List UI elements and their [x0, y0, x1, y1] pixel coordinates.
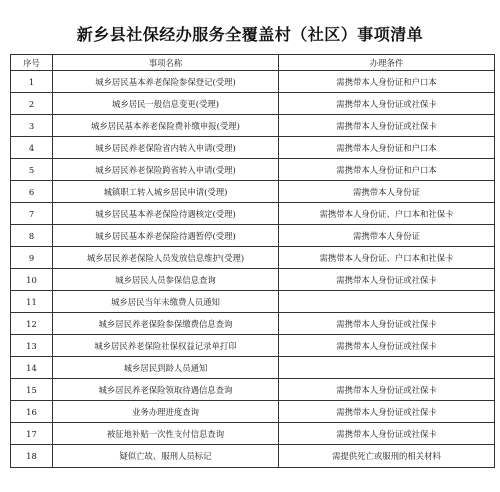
- cell-no: 14: [11, 357, 53, 379]
- cell-item-name: 城乡居民养老保险跨省转入申请(受理): [53, 159, 279, 181]
- table-row: [11, 401, 495, 423]
- cell-no: 8: [11, 225, 53, 247]
- cell-no: 18: [11, 445, 53, 468]
- table-row: [11, 159, 495, 181]
- cell-no: 5: [11, 159, 53, 181]
- cell-no: 4: [11, 137, 53, 159]
- cell-condition: 需携带本人身份证和户口本: [279, 71, 495, 93]
- cell-item-name: 城乡居民养老保险省内转入申请(受理): [53, 137, 279, 159]
- cell-item-name: 被征地补贴一次性支付信息查询: [53, 423, 279, 445]
- cell-condition: 需提供死亡或服刑的相关材料: [279, 445, 495, 468]
- cell-no: 3: [11, 115, 53, 137]
- cell-item-name: 城乡居民人员参保信息查询: [53, 269, 279, 291]
- cell-condition: [279, 291, 495, 313]
- cell-item-name: 城乡居民养老保险社保权益记录单打印: [53, 335, 279, 357]
- cell-condition: 需携带本人身份证或社保卡: [279, 379, 495, 401]
- cell-condition: 需携带本人身份证或社保卡: [279, 335, 495, 357]
- cell-condition: 需携带本人身份证、户口本和社保卡: [279, 247, 495, 269]
- cell-item-name: 城乡居民基本养老保险待遇暂停(受理): [53, 225, 279, 247]
- cell-no: 2: [11, 93, 53, 115]
- table-row: [11, 313, 495, 335]
- cell-item-name: 城乡居民基本养老保险参保登记(受理): [53, 71, 279, 93]
- header-condition: 办理条件: [279, 55, 495, 71]
- cell-item-name: 城乡居民基本养老保险待遇核定(受理): [53, 203, 279, 225]
- table-row: [11, 247, 495, 269]
- cell-item-name: 业务办理进度查询: [53, 401, 279, 423]
- header-item-name: 事项名称: [53, 55, 279, 71]
- cell-item-name: 城乡居民养老保险参保缴费信息查询: [53, 313, 279, 335]
- cell-no: 1: [11, 71, 53, 93]
- cell-condition: 需携带本人身份证、户口本和社保卡: [279, 203, 495, 225]
- table-row: [11, 379, 495, 401]
- header-no: 序号: [11, 55, 53, 71]
- table-row: [11, 335, 495, 357]
- cell-condition: 需携带本人身份证或社保卡: [279, 313, 495, 335]
- cell-no: 16: [11, 401, 53, 423]
- cell-no: 12: [11, 313, 53, 335]
- cell-item-name: 城乡居民当年未缴费人员通知: [53, 291, 279, 313]
- document-title: 新乡县社保经办服务全覆盖村（社区）事项清单: [76, 25, 424, 44]
- cell-no: 7: [11, 203, 53, 225]
- table-row: [11, 357, 495, 379]
- cell-no: 11: [11, 291, 53, 313]
- table-row: [11, 181, 495, 203]
- table-header-row: [11, 55, 495, 71]
- cell-no: 9: [11, 247, 53, 269]
- table-row: [11, 71, 495, 93]
- cell-condition: 需携带本人身份证或社保卡: [279, 93, 495, 115]
- table-row: [11, 93, 495, 115]
- cell-item-name: 城乡居民养老保险人员发放信息维护(受理): [53, 247, 279, 269]
- cell-condition: 需携带本人身份证或社保卡: [279, 401, 495, 423]
- table-row: [11, 115, 495, 137]
- cell-item-name: 城乡居民到龄人员通知: [53, 357, 279, 379]
- cell-no: 13: [11, 335, 53, 357]
- table-row: [11, 423, 495, 445]
- cell-condition: 需携带本人身份证: [279, 225, 495, 247]
- table-row: [11, 137, 495, 159]
- cell-condition: 需携带本人身份证和户口本: [279, 159, 495, 181]
- cell-item-name: 疑似亡故、服刑人员标记: [53, 445, 279, 468]
- table-row: [11, 445, 495, 468]
- table-row: [11, 203, 495, 225]
- cell-condition: [279, 357, 495, 379]
- cell-item-name: 城乡居民一般信息变更(受理): [53, 93, 279, 115]
- cell-condition: 需携带本人身份证或社保卡: [279, 269, 495, 291]
- cell-condition: 需携带本人身份证: [279, 181, 495, 203]
- cell-no: 10: [11, 269, 53, 291]
- table-row: [11, 291, 495, 313]
- table-row: [11, 269, 495, 291]
- cell-condition: 需携带本人身份证和户口本: [279, 137, 495, 159]
- items-table: [10, 54, 495, 468]
- table-row: [11, 225, 495, 247]
- cell-item-name: 城镇职工转入城乡居民申请(受理): [53, 181, 279, 203]
- cell-item-name: 城乡居民养老保险领取待遇信息查询: [53, 379, 279, 401]
- cell-condition: 需携带本人身份证或社保卡: [279, 423, 495, 445]
- cell-item-name: 城乡居民基本养老保险费补缴申报(受理): [53, 115, 279, 137]
- cell-no: 17: [11, 423, 53, 445]
- cell-no: 15: [11, 379, 53, 401]
- cell-no: 6: [11, 181, 53, 203]
- cell-condition: 需携带本人身份证或社保卡: [279, 115, 495, 137]
